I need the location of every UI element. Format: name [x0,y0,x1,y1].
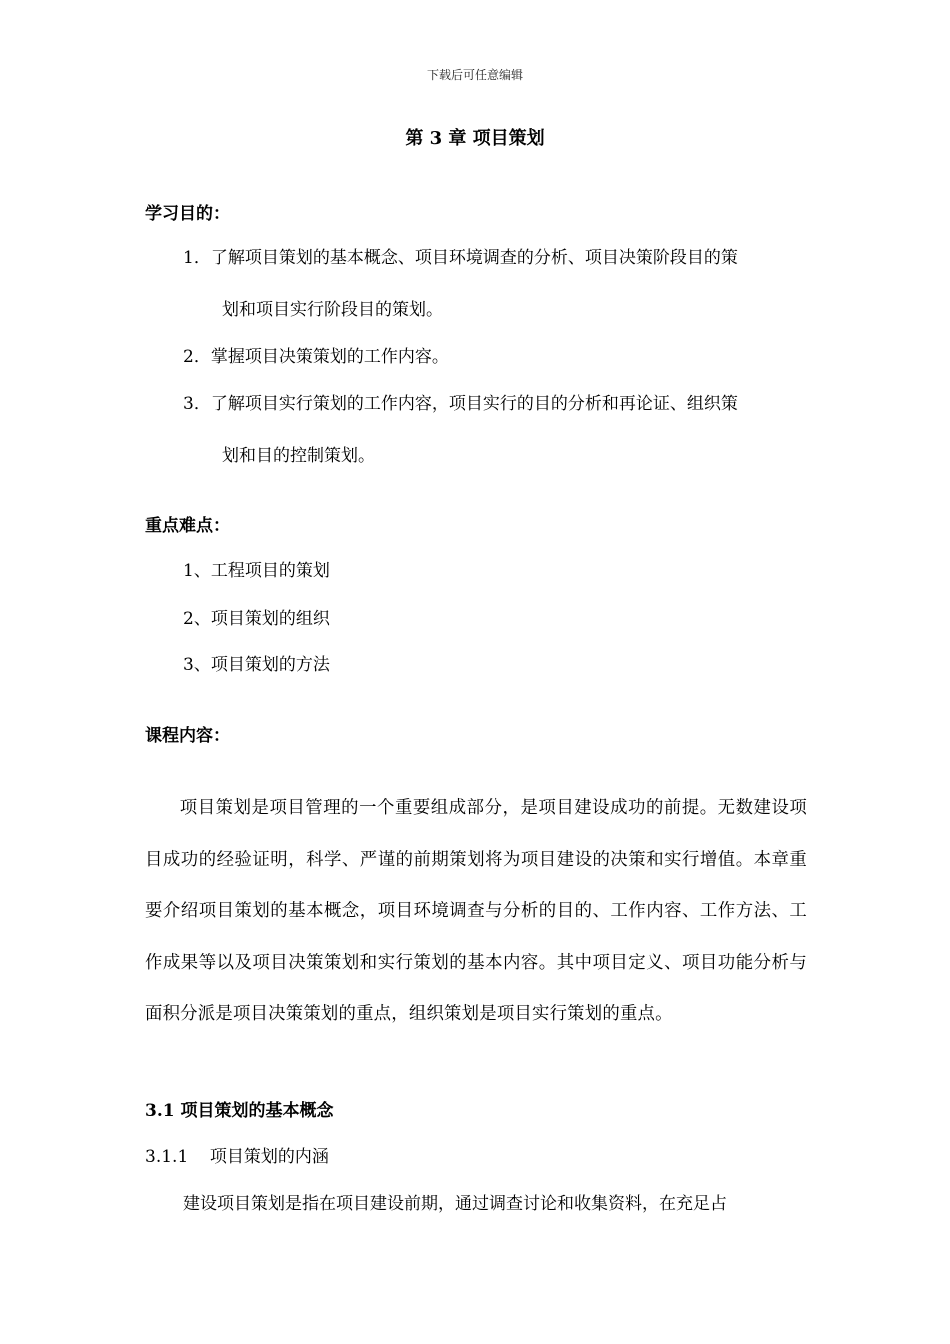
learning-goals-heading: 学习目的： [145,204,230,224]
course-content-heading: 课程内容： [145,726,230,746]
key-point-item: 3、项目策划的方法 [183,655,330,675]
goal-item-2 [183,342,449,367]
goal-item-1 [183,243,738,268]
goal-text: 了解项目实行策划的工作内容，项目实行的目的分析和再论证、组织策 [210,394,738,414]
key-points-heading: 重点难点： [145,516,230,536]
section-3-1-title: 3.1 项目策划的基本概念 [145,1101,334,1121]
goal-number: 2． [183,347,211,367]
goal-item-3-cont: 划和目的控制策划。 [222,446,375,466]
goal-number: 1． [183,248,211,268]
section-3-1-1-title: 3.1.1 项目策划的内涵 [145,1147,329,1167]
goal-item-3 [183,389,738,414]
chapter-title: 第 3 章 项目策划 [405,128,545,149]
section-3-1-1-first-line: 建设项目策划是指在项目建设前期，通过调查讨论和收集资料，在充足占 [183,1194,727,1214]
course-content-paragraph: 项目策划是项目管理的一个重要组成部分，是项目建设成功的前提。无数建设项目成功的经验证明，科学、严谨的前期策划将为项目建设的决策和实行增值。本章重要介绍项目策划的基本概念，项目环境调查与分析的目的、工作内容、工作方法、工作成果等以及项目决策策划和实行策划的基本内容。其中项目定义、项目功能分析与面积分派是项目决策策划的重点，组织策划是项目实行策划的重点。 [145,798,807,1024]
key-point-item: 2、项目策划的组织 [183,609,330,629]
key-point-item: 1、工程项目的策划 [183,561,330,581]
goal-text: 了解项目策划的基本概念、项目环境调查的分析、项目决策阶段目的策 [210,248,738,268]
goal-number: 3． [183,394,211,414]
goal-text: 掌握项目决策策划的工作内容。 [210,347,449,367]
header-note: 下载后可任意编辑 [426,68,523,82]
goal-item-1-cont: 划和项目实行阶段目的策划。 [222,300,443,320]
